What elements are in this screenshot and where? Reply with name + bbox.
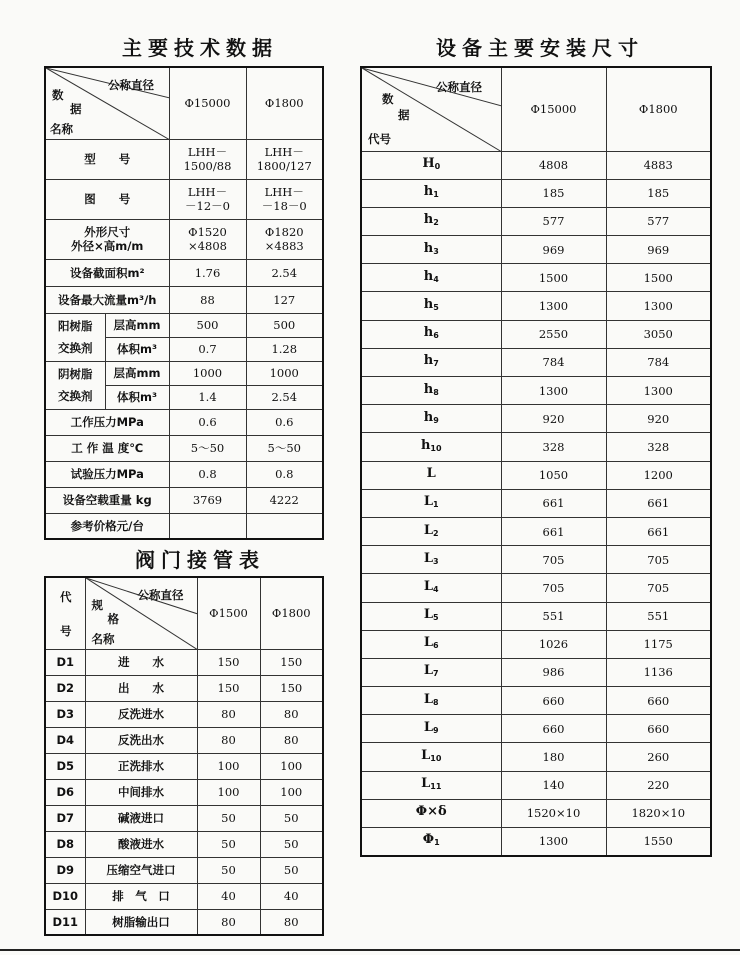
code-cell xyxy=(361,264,501,292)
table-row xyxy=(45,753,323,779)
cell: D6 xyxy=(45,779,85,805)
cell: 40 xyxy=(260,883,323,909)
code-cell xyxy=(361,179,501,207)
row-label: 工 作 温 度℃ xyxy=(45,435,169,461)
cell: LHH－ 1800/127 xyxy=(246,139,323,179)
cell: 986 xyxy=(501,658,606,686)
code-cell xyxy=(361,517,501,545)
code-symbol: L xyxy=(421,748,431,764)
cell: 661 xyxy=(606,489,711,517)
cell: 577 xyxy=(606,207,711,235)
row-label: 工作压力MPa xyxy=(45,409,169,435)
code-symbol: h xyxy=(420,437,431,453)
code-subscript: 6 xyxy=(433,641,439,651)
cell: 0.7 xyxy=(169,337,246,361)
cell: 4808 xyxy=(501,151,606,179)
cell: 4222 xyxy=(246,487,323,513)
cell: 185 xyxy=(501,179,606,207)
cell: 50 xyxy=(197,805,260,831)
cell: 1.28 xyxy=(246,337,323,361)
cell: 1300 xyxy=(606,377,711,405)
table-row xyxy=(361,348,711,376)
valve-header-cell xyxy=(85,577,197,649)
cell: 328 xyxy=(501,433,606,461)
cell: 2.54 xyxy=(246,259,323,286)
cell: 0.8 xyxy=(246,461,323,487)
code-subscript: 7 xyxy=(433,359,439,369)
data-label-2: 据 xyxy=(398,108,410,122)
table-row xyxy=(361,236,711,264)
row-label: 试验压力MPa xyxy=(45,461,169,487)
code-subscript: 8 xyxy=(433,697,439,707)
code-symbol: L xyxy=(423,578,434,594)
code-subscript: 8 xyxy=(433,387,439,397)
cell: 660 xyxy=(606,687,711,715)
tech-table-title: 主要技术数据 xyxy=(122,36,278,60)
table-row xyxy=(361,630,711,658)
table-row xyxy=(45,701,323,727)
cell: 50 xyxy=(197,831,260,857)
code-cell xyxy=(361,828,501,856)
code-symbol: L xyxy=(423,522,434,538)
row-label: 层高mm xyxy=(105,361,169,385)
cell: D5 xyxy=(45,753,85,779)
cell: 碱液进口 xyxy=(85,805,197,831)
table-row xyxy=(361,715,711,743)
cell: 中间排水 xyxy=(85,779,197,805)
cell: 784 xyxy=(501,348,606,376)
table-row xyxy=(361,320,711,348)
cell: 1026 xyxy=(501,630,606,658)
cell: 80 xyxy=(197,909,260,935)
cell: 100 xyxy=(197,753,260,779)
cell: 150 xyxy=(260,649,323,675)
code-subscript: 1 xyxy=(433,500,439,510)
table-row xyxy=(361,658,711,686)
spec-label-2: 格 xyxy=(107,612,119,626)
cell: D7 xyxy=(45,805,85,831)
code-subscript: 5 xyxy=(433,613,439,623)
cell: 150 xyxy=(260,675,323,701)
table-row xyxy=(361,687,711,715)
cell: LHH－ －12－0 xyxy=(169,179,246,219)
code-cell xyxy=(361,602,501,630)
cell: 705 xyxy=(501,574,606,602)
code-symbol: h xyxy=(423,297,434,313)
code-cell xyxy=(361,207,501,235)
cell: D3 xyxy=(45,701,85,727)
cell xyxy=(169,513,246,539)
data-label-2: 据 xyxy=(70,102,82,116)
col-header: Φ15000 xyxy=(169,67,246,139)
code-subscript: 4 xyxy=(433,274,439,284)
cell: 5～50 xyxy=(246,435,323,461)
code-subscript: 11 xyxy=(430,782,442,792)
code-label-1: 代 xyxy=(60,590,72,604)
row-label: 外形尺寸 外径×高m/m xyxy=(45,219,169,259)
data-label-1: 数 xyxy=(52,88,64,102)
code-symbol: L xyxy=(423,635,434,651)
table-row xyxy=(45,883,323,909)
install-table xyxy=(360,66,712,857)
table-row xyxy=(361,602,711,630)
code-symbol: L xyxy=(423,550,434,566)
table-row xyxy=(361,799,711,827)
cell: 50 xyxy=(260,805,323,831)
row-label: 参考价格元/台 xyxy=(45,513,169,539)
cell: 0.6 xyxy=(246,409,323,435)
cell: 260 xyxy=(606,743,711,771)
cell: Φ1520 ×4808 xyxy=(169,219,246,259)
cell: 80 xyxy=(260,909,323,935)
cell: 树脂输出口 xyxy=(85,909,197,935)
cell: 220 xyxy=(606,771,711,799)
row-label: 图 号 xyxy=(45,179,169,219)
install-header-cell xyxy=(361,67,501,151)
table-row xyxy=(361,828,711,856)
table-row xyxy=(45,649,323,675)
code-symbol: h xyxy=(423,212,434,228)
code-cell xyxy=(361,236,501,264)
row-label: 代号 xyxy=(368,132,391,146)
code-cell xyxy=(361,799,501,827)
cell: 140 xyxy=(501,771,606,799)
cell: 出 水 xyxy=(85,675,197,701)
cell: 40 xyxy=(197,883,260,909)
cell: D8 xyxy=(45,831,85,857)
table-row xyxy=(361,207,711,235)
cell: 1520×10 xyxy=(501,799,606,827)
code-symbol: h xyxy=(423,409,434,425)
cell: 1300 xyxy=(606,292,711,320)
code-symbol: H xyxy=(422,156,435,172)
cell: 920 xyxy=(606,405,711,433)
cell: 705 xyxy=(606,574,711,602)
code-cell xyxy=(361,377,501,405)
cell: 705 xyxy=(606,546,711,574)
table-row xyxy=(361,574,711,602)
code-cell xyxy=(361,546,501,574)
code-symbol: h xyxy=(423,240,434,256)
cell: 551 xyxy=(606,602,711,630)
cell: 1820×10 xyxy=(606,799,711,827)
col-header: Φ1500 xyxy=(197,577,260,649)
cell xyxy=(246,513,323,539)
cell: 577 xyxy=(501,207,606,235)
cell: LHH－ 1500/88 xyxy=(169,139,246,179)
cell: 705 xyxy=(501,546,606,574)
code-label-2: 号 xyxy=(60,624,72,638)
col-header: Φ1800 xyxy=(260,577,323,649)
row-label: 名称 xyxy=(50,122,73,136)
code-cell xyxy=(361,461,501,489)
code-subscript: 9 xyxy=(433,415,439,425)
table-row xyxy=(45,831,323,857)
code-cell xyxy=(361,687,501,715)
cell: 500 xyxy=(246,313,323,337)
code-symbol: h xyxy=(423,353,434,369)
code-cell xyxy=(361,658,501,686)
cell: 进 水 xyxy=(85,649,197,675)
group-label: 阴树脂 交换剂 xyxy=(45,361,105,409)
table-row xyxy=(361,546,711,574)
cell: D1 xyxy=(45,649,85,675)
col-label: 公称直径 xyxy=(108,78,154,92)
cell: 80 xyxy=(197,727,260,753)
cell: 661 xyxy=(501,489,606,517)
code-cell xyxy=(361,574,501,602)
group-label: 阳树脂 交换剂 xyxy=(45,313,105,361)
code-cell xyxy=(361,715,501,743)
table-row xyxy=(45,779,323,805)
col-header: Φ15000 xyxy=(501,67,606,151)
col-header: Φ1800 xyxy=(606,67,711,151)
cell: 1300 xyxy=(501,828,606,856)
row-label: 设备截面积m² xyxy=(45,259,169,286)
tech-header-cell xyxy=(45,67,169,139)
cell: 100 xyxy=(260,779,323,805)
cell: 969 xyxy=(501,236,606,264)
cell: 0.6 xyxy=(169,409,246,435)
code-header xyxy=(45,577,85,649)
cell: 1000 xyxy=(169,361,246,385)
code-cell xyxy=(361,630,501,658)
code-subscript: 6 xyxy=(433,331,439,341)
cell: 660 xyxy=(606,715,711,743)
table-row xyxy=(361,743,711,771)
code-symbol: L xyxy=(423,494,434,510)
cell: 3050 xyxy=(606,320,711,348)
code-subscript: 10 xyxy=(430,754,442,764)
code-subscript: 0 xyxy=(434,162,441,172)
cell: 920 xyxy=(501,405,606,433)
cell: 500 xyxy=(169,313,246,337)
cell: 969 xyxy=(606,236,711,264)
cell: 5～50 xyxy=(169,435,246,461)
spec-label-1: 规 xyxy=(91,598,103,612)
code-symbol: L xyxy=(423,719,434,735)
row-label: 名称 xyxy=(91,632,115,646)
table-row xyxy=(45,909,323,935)
code-cell xyxy=(361,433,501,461)
code-subscript: 4 xyxy=(433,584,439,594)
code-cell xyxy=(361,743,501,771)
tech-data-table xyxy=(44,66,324,540)
cell: 1136 xyxy=(606,658,711,686)
table-row xyxy=(361,292,711,320)
code-cell xyxy=(361,489,501,517)
cell: 1000 xyxy=(246,361,323,385)
cell: 酸液进水 xyxy=(85,831,197,857)
col-header: Φ1800 xyxy=(246,67,323,139)
valve-table xyxy=(44,576,324,936)
table-row xyxy=(45,805,323,831)
table-row xyxy=(361,489,711,517)
data-label-1: 数 xyxy=(382,92,394,106)
cell: 551 xyxy=(501,602,606,630)
cell: 660 xyxy=(501,715,606,743)
code-cell xyxy=(361,405,501,433)
table-row xyxy=(361,771,711,799)
code-subscript: 3 xyxy=(433,246,439,256)
cell: 2550 xyxy=(501,320,606,348)
table-row xyxy=(361,264,711,292)
cell: 反洗进水 xyxy=(85,701,197,727)
cell: 80 xyxy=(260,727,323,753)
cell: 127 xyxy=(246,286,323,313)
code-subscript: 1 xyxy=(434,838,440,848)
table-row xyxy=(361,405,711,433)
table-row xyxy=(361,517,711,545)
cell: 150 xyxy=(197,675,260,701)
cell: 4883 xyxy=(606,151,711,179)
cell: 180 xyxy=(501,743,606,771)
code-symbol: L xyxy=(421,776,431,792)
cell: 1300 xyxy=(501,292,606,320)
cell: 1550 xyxy=(606,828,711,856)
cell: 0.8 xyxy=(169,461,246,487)
cell: 1.76 xyxy=(169,259,246,286)
code-subscript: 7 xyxy=(433,669,439,679)
cell: 660 xyxy=(501,687,606,715)
code-symbol: Φ×δ xyxy=(415,804,447,820)
cell: 100 xyxy=(260,753,323,779)
table-row xyxy=(361,151,711,179)
row-label: 体积m³ xyxy=(105,337,169,361)
table-row xyxy=(361,377,711,405)
cell: 100 xyxy=(197,779,260,805)
table-row xyxy=(361,433,711,461)
cell: 2.54 xyxy=(246,385,323,409)
row-label: 设备最大流量m³/h xyxy=(45,286,169,313)
table-row xyxy=(45,857,323,883)
cell: 50 xyxy=(197,857,260,883)
cell: 1175 xyxy=(606,630,711,658)
code-symbol: h xyxy=(423,268,434,284)
table-row xyxy=(361,179,711,207)
cell: 50 xyxy=(260,857,323,883)
code-subscript: 2 xyxy=(433,218,439,228)
table-row xyxy=(361,461,711,489)
code-cell xyxy=(361,348,501,376)
code-cell xyxy=(361,151,501,179)
cell: 88 xyxy=(169,286,246,313)
cell: 185 xyxy=(606,179,711,207)
cell: 正洗排水 xyxy=(85,753,197,779)
cell: 1050 xyxy=(501,461,606,489)
table-row xyxy=(45,675,323,701)
code-cell xyxy=(361,292,501,320)
code-symbol: L xyxy=(423,663,434,679)
cell: 150 xyxy=(197,649,260,675)
cell: 1.4 xyxy=(169,385,246,409)
cell: Φ1820 ×4883 xyxy=(246,219,323,259)
cell: 1500 xyxy=(501,264,606,292)
code-subscript: 5 xyxy=(433,303,439,313)
row-label: 体积m³ xyxy=(105,385,169,409)
col-label: 公称直径 xyxy=(137,588,184,602)
install-table-title: 设备主要安装尺寸 xyxy=(436,36,644,60)
code-subscript: 1 xyxy=(433,190,439,200)
code-symbol: L xyxy=(423,607,434,623)
cell: D11 xyxy=(45,909,85,935)
code-symbol: h xyxy=(423,184,434,200)
cell: 反洗出水 xyxy=(85,727,197,753)
cell: 1300 xyxy=(501,377,606,405)
cell: 784 xyxy=(606,348,711,376)
cell: D4 xyxy=(45,727,85,753)
cell: D10 xyxy=(45,883,85,909)
code-cell xyxy=(361,320,501,348)
row-label: 层高mm xyxy=(105,313,169,337)
code-subscript: 2 xyxy=(433,528,439,538)
code-symbol: Φ xyxy=(422,832,435,848)
cell: 80 xyxy=(197,701,260,727)
cell: D9 xyxy=(45,857,85,883)
code-symbol: L xyxy=(426,466,436,482)
col-label: 公称直径 xyxy=(436,80,482,94)
cell: LHH－ －18－0 xyxy=(246,179,323,219)
cell: 80 xyxy=(260,701,323,727)
row-label: 设备空载重量 kg xyxy=(45,487,169,513)
cell: 1500 xyxy=(606,264,711,292)
cell: 328 xyxy=(606,433,711,461)
page-bottom-rule xyxy=(0,949,740,951)
code-subscript: 9 xyxy=(433,725,439,735)
valve-table-title: 阀门接管表 xyxy=(135,548,265,572)
code-subscript: 3 xyxy=(433,556,439,566)
code-symbol: L xyxy=(423,691,434,707)
cell: D2 xyxy=(45,675,85,701)
cell: 661 xyxy=(606,517,711,545)
code-symbol: h xyxy=(423,325,434,341)
code-cell xyxy=(361,771,501,799)
code-subscript: 10 xyxy=(430,443,442,453)
cell: 排 气 口 xyxy=(85,883,197,909)
cell: 50 xyxy=(260,831,323,857)
row-label: 型 号 xyxy=(45,139,169,179)
table-row xyxy=(45,727,323,753)
cell: 661 xyxy=(501,517,606,545)
cell: 3769 xyxy=(169,487,246,513)
code-symbol: h xyxy=(423,381,434,397)
cell: 1200 xyxy=(606,461,711,489)
cell: 压缩空气进口 xyxy=(85,857,197,883)
